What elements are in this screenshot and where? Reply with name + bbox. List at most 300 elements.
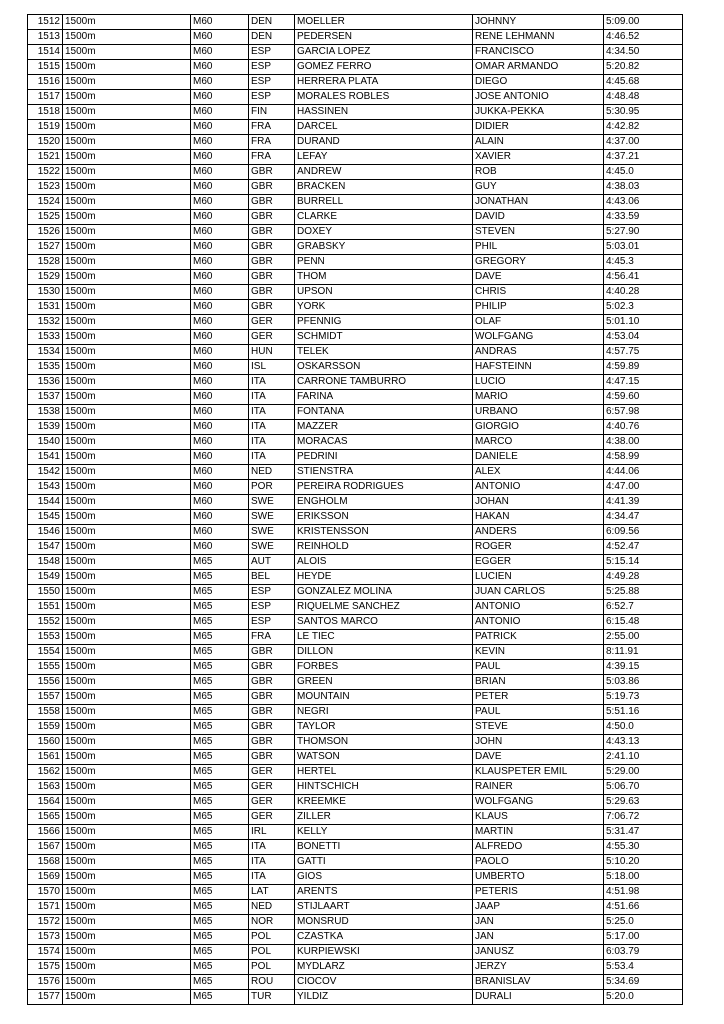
first-name-cell: ALFREDO <box>473 840 604 855</box>
results-table <box>27 14 683 1005</box>
category-cell: M60 <box>191 345 249 360</box>
category-cell: M65 <box>191 885 249 900</box>
category-cell: M60 <box>191 135 249 150</box>
event-cell: 1500m <box>63 60 191 75</box>
first-name-cell: DAVE <box>473 270 604 285</box>
surname-cell: HERTEL <box>295 765 473 780</box>
country-cell: NED <box>249 465 295 480</box>
first-name-cell: HAKAN <box>473 510 604 525</box>
first-name-cell: FRANCISCO <box>473 45 604 60</box>
surname-cell: CZASTKA <box>295 930 473 945</box>
first-name-cell: WOLFGANG <box>473 795 604 810</box>
event-cell: 1500m <box>63 990 191 1005</box>
event-cell: 1500m <box>63 645 191 660</box>
country-cell: POL <box>249 930 295 945</box>
country-cell: ITA <box>249 375 295 390</box>
row-number-cell: 1544 <box>28 495 63 510</box>
category-cell: M65 <box>191 750 249 765</box>
time-cell: 5:06.70 <box>604 780 683 795</box>
first-name-cell: LUCIO <box>473 375 604 390</box>
table-row <box>28 660 683 675</box>
first-name-cell: URBANO <box>473 405 604 420</box>
country-cell: DEN <box>249 15 295 30</box>
time-cell: 4:48.48 <box>604 90 683 105</box>
row-number-cell: 1534 <box>28 345 63 360</box>
country-cell: ITA <box>249 405 295 420</box>
time-cell: 4:51.66 <box>604 900 683 915</box>
time-cell: 2:41.10 <box>604 750 683 765</box>
time-cell: 4:38.03 <box>604 180 683 195</box>
row-number-cell: 1558 <box>28 705 63 720</box>
time-cell: 5:29.00 <box>604 765 683 780</box>
table-row <box>28 705 683 720</box>
surname-cell: RIQUELME SANCHEZ <box>295 600 473 615</box>
country-cell: SWE <box>249 540 295 555</box>
table-row <box>28 675 683 690</box>
row-number-cell: 1537 <box>28 390 63 405</box>
surname-cell: THOMSON <box>295 735 473 750</box>
category-cell: M60 <box>191 330 249 345</box>
category-cell: M60 <box>191 195 249 210</box>
table-row <box>28 615 683 630</box>
first-name-cell: PATRICK <box>473 630 604 645</box>
surname-cell: BURRELL <box>295 195 473 210</box>
event-cell: 1500m <box>63 105 191 120</box>
row-number-cell: 1515 <box>28 60 63 75</box>
event-cell: 1500m <box>63 735 191 750</box>
surname-cell: MYDLARZ <box>295 960 473 975</box>
surname-cell: GIOS <box>295 870 473 885</box>
row-number-cell: 1535 <box>28 360 63 375</box>
country-cell: FRA <box>249 630 295 645</box>
time-cell: 4:37.00 <box>604 135 683 150</box>
category-cell: M65 <box>191 915 249 930</box>
event-cell: 1500m <box>63 255 191 270</box>
table-row <box>28 735 683 750</box>
time-cell: 5:09.00 <box>604 15 683 30</box>
event-cell: 1500m <box>63 825 191 840</box>
event-cell: 1500m <box>63 540 191 555</box>
surname-cell: MORALES ROBLES <box>295 90 473 105</box>
country-cell: ITA <box>249 870 295 885</box>
time-cell: 5:29.63 <box>604 795 683 810</box>
table-row <box>28 420 683 435</box>
event-cell: 1500m <box>63 360 191 375</box>
first-name-cell: PHIL <box>473 240 604 255</box>
event-cell: 1500m <box>63 15 191 30</box>
table-row <box>28 315 683 330</box>
country-cell: GBR <box>249 285 295 300</box>
category-cell: M60 <box>191 315 249 330</box>
country-cell: POL <box>249 960 295 975</box>
time-cell: 4:57.75 <box>604 345 683 360</box>
category-cell: M65 <box>191 555 249 570</box>
table-row <box>28 255 683 270</box>
row-number-cell: 1545 <box>28 510 63 525</box>
table-row <box>28 240 683 255</box>
time-cell: 4:34.50 <box>604 45 683 60</box>
first-name-cell: KLAUS <box>473 810 604 825</box>
country-cell: GBR <box>249 735 295 750</box>
country-cell: ROU <box>249 975 295 990</box>
category-cell: M60 <box>191 15 249 30</box>
time-cell: 2:55.00 <box>604 630 683 645</box>
first-name-cell: ANTONIO <box>473 615 604 630</box>
time-cell: 6:03.79 <box>604 945 683 960</box>
country-cell: GER <box>249 810 295 825</box>
country-cell: ESP <box>249 615 295 630</box>
country-cell: GBR <box>249 300 295 315</box>
category-cell: M60 <box>191 300 249 315</box>
surname-cell: ENGHOLM <box>295 495 473 510</box>
table-row <box>28 180 683 195</box>
time-cell: 5:02.3 <box>604 300 683 315</box>
event-cell: 1500m <box>63 210 191 225</box>
country-cell: GER <box>249 765 295 780</box>
category-cell: M65 <box>191 840 249 855</box>
country-cell: NOR <box>249 915 295 930</box>
first-name-cell: MARCO <box>473 435 604 450</box>
table-row <box>28 765 683 780</box>
first-name-cell: ANTONIO <box>473 600 604 615</box>
category-cell: M60 <box>191 210 249 225</box>
first-name-cell: JAN <box>473 915 604 930</box>
time-cell: 5:03.01 <box>604 240 683 255</box>
table-row <box>28 525 683 540</box>
event-cell: 1500m <box>63 45 191 60</box>
first-name-cell: GIORGIO <box>473 420 604 435</box>
country-cell: GBR <box>249 720 295 735</box>
first-name-cell: OMAR ARMANDO <box>473 60 604 75</box>
surname-cell: MOUNTAIN <box>295 690 473 705</box>
country-cell: GBR <box>249 195 295 210</box>
first-name-cell: PETER <box>473 690 604 705</box>
row-number-cell: 1531 <box>28 300 63 315</box>
row-number-cell: 1563 <box>28 780 63 795</box>
category-cell: M65 <box>191 795 249 810</box>
table-row <box>28 750 683 765</box>
category-cell: M60 <box>191 420 249 435</box>
row-number-cell: 1557 <box>28 690 63 705</box>
row-number-cell: 1513 <box>28 30 63 45</box>
event-cell: 1500m <box>63 660 191 675</box>
time-cell: 5:53.4 <box>604 960 683 975</box>
surname-cell: DURAND <box>295 135 473 150</box>
row-number-cell: 1573 <box>28 930 63 945</box>
category-cell: M60 <box>191 225 249 240</box>
surname-cell: OSKARSSON <box>295 360 473 375</box>
first-name-cell: EGGER <box>473 555 604 570</box>
category-cell: M65 <box>191 645 249 660</box>
row-number-cell: 1525 <box>28 210 63 225</box>
table-row <box>28 960 683 975</box>
event-cell: 1500m <box>63 75 191 90</box>
surname-cell: STIENSTRA <box>295 465 473 480</box>
time-cell: 7:06.72 <box>604 810 683 825</box>
first-name-cell: JERZY <box>473 960 604 975</box>
event-cell: 1500m <box>63 900 191 915</box>
row-number-cell: 1549 <box>28 570 63 585</box>
table-row <box>28 345 683 360</box>
country-cell: TUR <box>249 990 295 1005</box>
event-cell: 1500m <box>63 180 191 195</box>
country-cell: ESP <box>249 75 295 90</box>
surname-cell: PENN <box>295 255 473 270</box>
time-cell: 5:30.95 <box>604 105 683 120</box>
category-cell: M60 <box>191 540 249 555</box>
first-name-cell: UMBERTO <box>473 870 604 885</box>
row-number-cell: 1562 <box>28 765 63 780</box>
table-row <box>28 690 683 705</box>
category-cell: M65 <box>191 930 249 945</box>
country-cell: POL <box>249 945 295 960</box>
table-row <box>28 645 683 660</box>
time-cell: 4:55.30 <box>604 840 683 855</box>
time-cell: 5:51.16 <box>604 705 683 720</box>
surname-cell: HASSINEN <box>295 105 473 120</box>
event-cell: 1500m <box>63 840 191 855</box>
first-name-cell: GREGORY <box>473 255 604 270</box>
first-name-cell: BRIAN <box>473 675 604 690</box>
surname-cell: TELEK <box>295 345 473 360</box>
country-cell: AUT <box>249 555 295 570</box>
surname-cell: GREEN <box>295 675 473 690</box>
first-name-cell: ROB <box>473 165 604 180</box>
country-cell: GER <box>249 315 295 330</box>
table-row <box>28 15 683 30</box>
table-row <box>28 825 683 840</box>
event-cell: 1500m <box>63 585 191 600</box>
event-cell: 1500m <box>63 405 191 420</box>
surname-cell: KURPIEWSKI <box>295 945 473 960</box>
category-cell: M65 <box>191 825 249 840</box>
event-cell: 1500m <box>63 240 191 255</box>
row-number-cell: 1576 <box>28 975 63 990</box>
table-row <box>28 120 683 135</box>
table-row <box>28 975 683 990</box>
table-row <box>28 435 683 450</box>
table-row <box>28 105 683 120</box>
country-cell: ITA <box>249 390 295 405</box>
time-cell: 5:15.14 <box>604 555 683 570</box>
country-cell: GBR <box>249 270 295 285</box>
category-cell: M60 <box>191 510 249 525</box>
first-name-cell: MARIO <box>473 390 604 405</box>
table-row <box>28 600 683 615</box>
event-cell: 1500m <box>63 120 191 135</box>
country-cell: ESP <box>249 90 295 105</box>
category-cell: M60 <box>191 360 249 375</box>
time-cell: 4:33.59 <box>604 210 683 225</box>
category-cell: M65 <box>191 660 249 675</box>
row-number-cell: 1529 <box>28 270 63 285</box>
category-cell: M65 <box>191 855 249 870</box>
surname-cell: YORK <box>295 300 473 315</box>
row-number-cell: 1514 <box>28 45 63 60</box>
surname-cell: GATTI <box>295 855 473 870</box>
row-number-cell: 1539 <box>28 420 63 435</box>
country-cell: ISL <box>249 360 295 375</box>
time-cell: 4:52.47 <box>604 540 683 555</box>
country-cell: DEN <box>249 30 295 45</box>
row-number-cell: 1567 <box>28 840 63 855</box>
event-cell: 1500m <box>63 525 191 540</box>
category-cell: M65 <box>191 600 249 615</box>
time-cell: 4:50.0 <box>604 720 683 735</box>
event-cell: 1500m <box>63 720 191 735</box>
surname-cell: GRABSKY <box>295 240 473 255</box>
row-number-cell: 1546 <box>28 525 63 540</box>
row-number-cell: 1550 <box>28 585 63 600</box>
category-cell: M60 <box>191 255 249 270</box>
category-cell: M60 <box>191 435 249 450</box>
time-cell: 4:37.21 <box>604 150 683 165</box>
table-row <box>28 900 683 915</box>
time-cell: 4:47.15 <box>604 375 683 390</box>
row-number-cell: 1561 <box>28 750 63 765</box>
row-number-cell: 1564 <box>28 795 63 810</box>
table-row <box>28 720 683 735</box>
time-cell: 5:27.90 <box>604 225 683 240</box>
first-name-cell: PAUL <box>473 660 604 675</box>
country-cell: FRA <box>249 120 295 135</box>
row-number-cell: 1518 <box>28 105 63 120</box>
event-cell: 1500m <box>63 150 191 165</box>
event-cell: 1500m <box>63 420 191 435</box>
time-cell: 4:44.06 <box>604 465 683 480</box>
time-cell: 4:41.39 <box>604 495 683 510</box>
row-number-cell: 1536 <box>28 375 63 390</box>
country-cell: GER <box>249 780 295 795</box>
country-cell: GER <box>249 795 295 810</box>
row-number-cell: 1530 <box>28 285 63 300</box>
category-cell: M60 <box>191 180 249 195</box>
surname-cell: PEDRINI <box>295 450 473 465</box>
row-number-cell: 1528 <box>28 255 63 270</box>
country-cell: FRA <box>249 135 295 150</box>
time-cell: 4:38.00 <box>604 435 683 450</box>
first-name-cell: JANUSZ <box>473 945 604 960</box>
event-cell: 1500m <box>63 795 191 810</box>
table-row <box>28 780 683 795</box>
first-name-cell: JONATHAN <box>473 195 604 210</box>
time-cell: 6:57.98 <box>604 405 683 420</box>
event-cell: 1500m <box>63 855 191 870</box>
event-cell: 1500m <box>63 390 191 405</box>
table-row <box>28 990 683 1005</box>
row-number-cell: 1556 <box>28 675 63 690</box>
country-cell: GER <box>249 330 295 345</box>
country-cell: SWE <box>249 525 295 540</box>
surname-cell: FARINA <box>295 390 473 405</box>
table-row <box>28 270 683 285</box>
first-name-cell: CHRIS <box>473 285 604 300</box>
table-row <box>28 285 683 300</box>
time-cell: 4:49.28 <box>604 570 683 585</box>
surname-cell: DARCEL <box>295 120 473 135</box>
surname-cell: NEGRI <box>295 705 473 720</box>
table-row <box>28 375 683 390</box>
first-name-cell: MARTIN <box>473 825 604 840</box>
event-cell: 1500m <box>63 165 191 180</box>
event-cell: 1500m <box>63 495 191 510</box>
table-row <box>28 795 683 810</box>
surname-cell: REINHOLD <box>295 540 473 555</box>
category-cell: M60 <box>191 90 249 105</box>
surname-cell: CARRONE TAMBURRO <box>295 375 473 390</box>
surname-cell: DOXEY <box>295 225 473 240</box>
table-row <box>28 945 683 960</box>
table-row <box>28 135 683 150</box>
surname-cell: YILDIZ <box>295 990 473 1005</box>
time-cell: 4:59.89 <box>604 360 683 375</box>
time-cell: 4:53.04 <box>604 330 683 345</box>
category-cell: M60 <box>191 45 249 60</box>
time-cell: 4:43.06 <box>604 195 683 210</box>
country-cell: IRL <box>249 825 295 840</box>
category-cell: M60 <box>191 120 249 135</box>
event-cell: 1500m <box>63 195 191 210</box>
surname-cell: PFENNIG <box>295 315 473 330</box>
surname-cell: UPSON <box>295 285 473 300</box>
row-number-cell: 1527 <box>28 240 63 255</box>
event-cell: 1500m <box>63 90 191 105</box>
category-cell: M65 <box>191 705 249 720</box>
country-cell: ESP <box>249 45 295 60</box>
surname-cell: CIOCOV <box>295 975 473 990</box>
surname-cell: KELLY <box>295 825 473 840</box>
table-row <box>28 480 683 495</box>
time-cell: 4:51.98 <box>604 885 683 900</box>
category-cell: M65 <box>191 630 249 645</box>
event-cell: 1500m <box>63 810 191 825</box>
surname-cell: LE TIEC <box>295 630 473 645</box>
row-number-cell: 1571 <box>28 900 63 915</box>
event-cell: 1500m <box>63 330 191 345</box>
row-number-cell: 1555 <box>28 660 63 675</box>
row-number-cell: 1568 <box>28 855 63 870</box>
table-row <box>28 915 683 930</box>
category-cell: M60 <box>191 60 249 75</box>
row-number-cell: 1547 <box>28 540 63 555</box>
country-cell: LAT <box>249 885 295 900</box>
surname-cell: WATSON <box>295 750 473 765</box>
surname-cell: STIJLAART <box>295 900 473 915</box>
event-cell: 1500m <box>63 615 191 630</box>
time-cell: 6:52.7 <box>604 600 683 615</box>
event-cell: 1500m <box>63 630 191 645</box>
row-number-cell: 1533 <box>28 330 63 345</box>
table-row <box>28 300 683 315</box>
time-cell: 5:03.86 <box>604 675 683 690</box>
row-number-cell: 1548 <box>28 555 63 570</box>
surname-cell: HINTSCHICH <box>295 780 473 795</box>
first-name-cell: STEVEN <box>473 225 604 240</box>
event-cell: 1500m <box>63 510 191 525</box>
row-number-cell: 1560 <box>28 735 63 750</box>
table-row <box>28 450 683 465</box>
event-cell: 1500m <box>63 945 191 960</box>
category-cell: M65 <box>191 675 249 690</box>
event-cell: 1500m <box>63 930 191 945</box>
row-number-cell: 1566 <box>28 825 63 840</box>
table-row <box>28 360 683 375</box>
time-cell: 5:25.88 <box>604 585 683 600</box>
row-number-cell: 1565 <box>28 810 63 825</box>
category-cell: M65 <box>191 990 249 1005</box>
country-cell: ESP <box>249 60 295 75</box>
row-number-cell: 1577 <box>28 990 63 1005</box>
